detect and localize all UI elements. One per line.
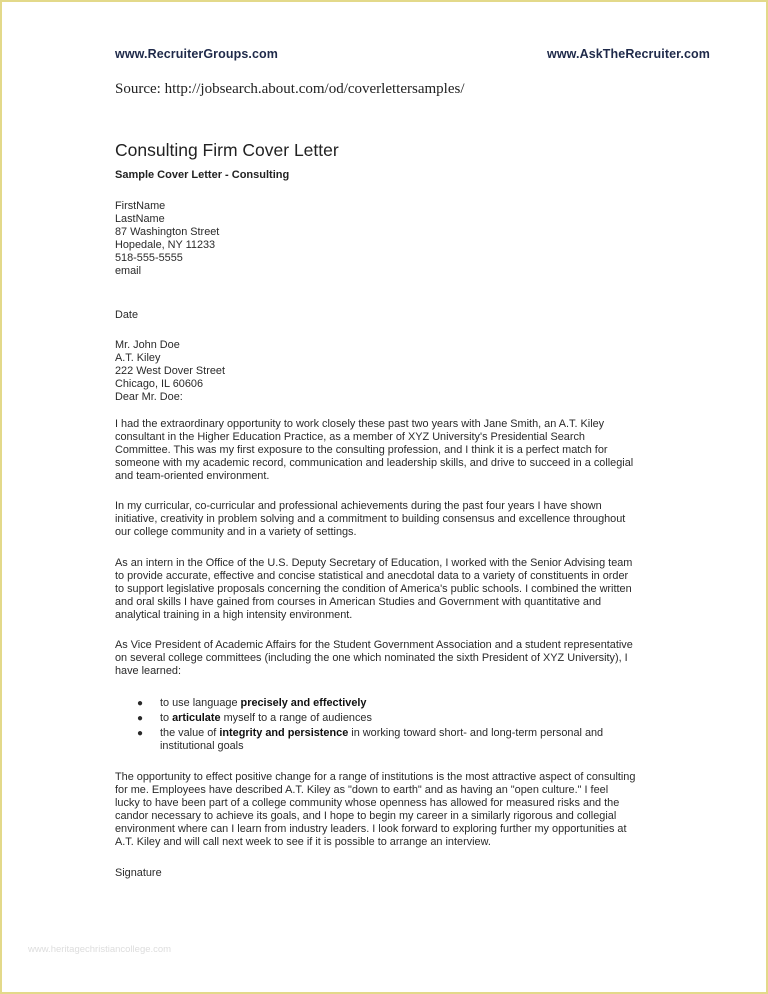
sender-line: Hopedale, NY 11233 (115, 239, 216, 251)
paragraph-line: As an intern in the Office of the U.S. Deputy Secretary of Education, I worked with the Senior Advising team (115, 557, 633, 569)
sender-line: FirstName (115, 200, 166, 212)
paragraph-1 (115, 418, 655, 483)
bullet-icon: ● (137, 698, 144, 709)
list-item (115, 712, 635, 725)
list-item-text: to (160, 712, 173, 724)
sender-line: 518-555-5555 (115, 252, 183, 264)
recipient-line: 222 West Dover Street (115, 365, 225, 377)
sender-address (115, 200, 655, 278)
recipient-line: Chicago, IL 60606 (115, 378, 203, 390)
paragraph-2 (115, 500, 655, 539)
paragraph-line: analytical training in a high intensity environment. (115, 609, 353, 621)
list-item-text: to use language (160, 697, 241, 709)
paragraph-line: lucky to have been part of a college community whose openness has allowed for measured risks and the (115, 797, 620, 809)
paragraph-line: Committee. This was my first exposure to the consulting profession, and I think it is a perfect match for (115, 444, 608, 456)
source-line: Source: http://jobsearch.about.com/od/coverlettersamples/ (115, 81, 465, 97)
page-subtitle: Sample Cover Letter - Consulting (115, 169, 290, 181)
paragraph-line: initiative, creativity in problem solving and a commitment to building consensus and excellence throughout (115, 513, 626, 525)
bullet-icon: ● (137, 728, 144, 739)
paragraph-line: our college community and in a variety of settings. (115, 526, 357, 538)
paragraph-line: to provide accurate, effective and concise statistical and anecdotal data to a variety of constituents in order (115, 570, 629, 582)
asktherecruiter-link[interactable]: www.AskTheRecruiter.com (547, 47, 710, 61)
skills-list (115, 697, 635, 755)
paragraph-line: The opportunity to effect positive change for a range of institutions is the most attractive aspect of consulting (115, 771, 636, 783)
page-title: Consulting Firm Cover Letter (115, 140, 339, 160)
recipient-line: Dear Mr. Doe: (115, 391, 183, 403)
paragraph-line: and team-oriented environment. (115, 470, 270, 482)
paragraph-4 (115, 639, 655, 678)
paragraph-line: on several college committees (including the one which nominated the sixth President of XYZ University), I (115, 652, 628, 664)
date-text: Date (115, 309, 139, 321)
list-item-text: the value of (160, 727, 220, 739)
paragraph-line: A.T. Kiley and will call next week to see if it is possible to arrange an interview. (115, 836, 491, 848)
recipient-line: Mr. John Doe (115, 339, 180, 351)
paragraph-line: someone with my academic record, communication and leadership skills, and drive to succeed in a collegial (115, 457, 634, 469)
paragraph-line: consultant in the Higher Education Practice, as a member of XYZ University's Presidential Search (115, 431, 585, 443)
paragraph-line: candor necessary to achieve its goals, and I hope to begin my career in a similarly rigorous and collegial (115, 810, 617, 822)
date-line (115, 309, 655, 322)
paragraph-3 (115, 557, 655, 622)
sender-line: LastName (115, 213, 165, 225)
sender-line: email (115, 265, 142, 277)
watermark-text: www.heritagechristiancollege.com (28, 944, 172, 955)
recruitergroups-link[interactable]: www.RecruiterGroups.com (115, 47, 278, 61)
paragraph-line: In my curricular, co-curricular and professional achievements during the past four years I have shown (115, 500, 602, 512)
list-item (115, 697, 635, 710)
closing-paragraph (115, 771, 655, 849)
list-item (115, 727, 635, 753)
recipient-address (115, 339, 655, 404)
signature-line: Signature (115, 867, 162, 879)
paragraph-line: I had the extraordinary opportunity to work closely these past two years with Jane Smith, an A.T. Kiley (115, 418, 605, 430)
list-item-text: myself to a range of audiences (220, 712, 372, 724)
paragraph-line: for me. Employees have described A.T. Kiley as "down to earth" and as having an "open culture." I feel (115, 784, 609, 796)
paragraph-line: environment where can I learn from industry leaders. I look forward to exploring further my opportunities at (115, 823, 627, 835)
paragraph-line: have learned: (115, 665, 181, 677)
sender-line: 87 Washington Street (115, 226, 220, 238)
list-item-emphasis: precisely and effectively (240, 697, 367, 709)
list-item-emphasis: articulate (172, 712, 221, 724)
paragraph-line: As Vice President of Academic Affairs for the Student Government Association and a student representative (115, 639, 633, 651)
paragraph-line: to support legislative proposals concerning the condition of America's public schools. I combined the written (115, 583, 632, 595)
recipient-line: A.T. Kiley (115, 352, 161, 364)
list-item-text: in working toward short- and long-term personal and institutional goals (160, 727, 604, 752)
paragraph-line: and oral skills I have gained from courses in American Studies and Government with quantitative and (115, 596, 602, 608)
list-item-emphasis: integrity and persistence (219, 727, 349, 739)
bullet-icon: ● (137, 713, 144, 724)
